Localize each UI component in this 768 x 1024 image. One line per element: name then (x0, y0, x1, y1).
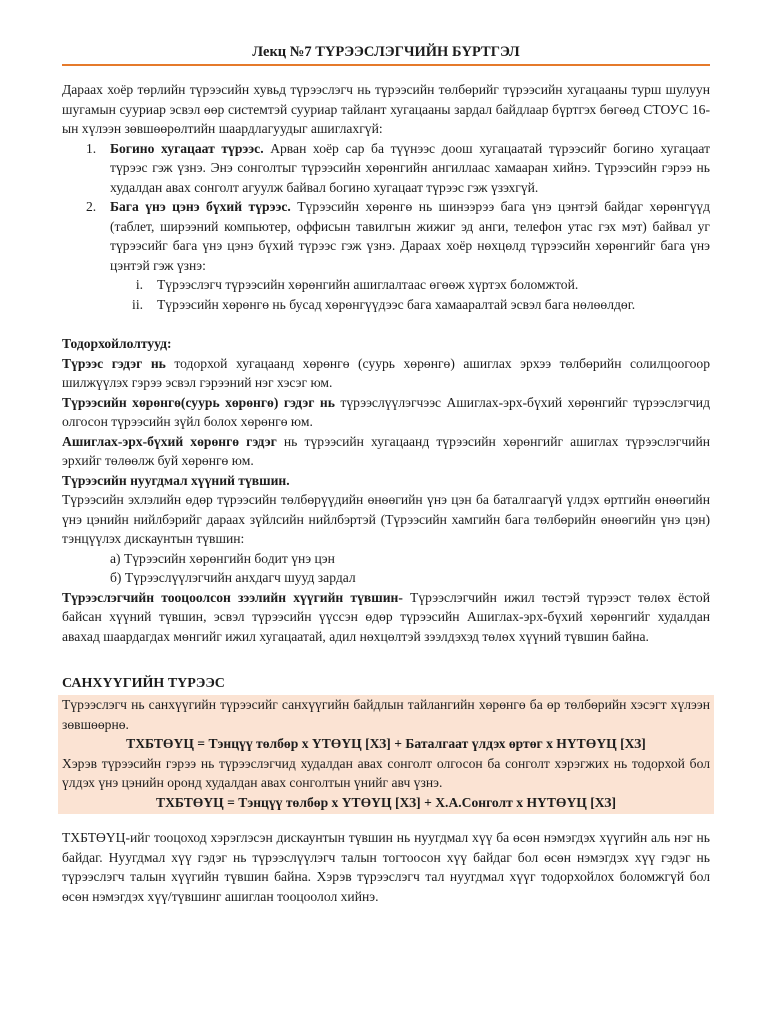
document-page (62, 0, 710, 906)
list-item-text: Арван хоёр сар ба түүнээс доош хугацаатай түрээсийг богино хугацаат түрээс гэж үзнэ. Энэ сонголтыг түрээсийн хөрөнгийн ангиллаас хамааран хийнэ. Түрээсийн гэрээ нь худалдан авах сонголт агуулж байвал богино хугацаат түрээс гэж үзэхгүй. (110, 140, 711, 195)
formula-2: ТХБТӨҮЦ = Тэнцүү төлбөр x ҮТӨҮЦ [ХЗ] + Х.А.Сонголт x НҮТӨҮЦ [ХЗ] (156, 794, 616, 810)
formula-1: ТХБТӨҮЦ = Тэнцүү төлбөр x ҮТӨҮЦ [ХЗ] + Баталгаат үлдэх өртөг x НҮТӨҮЦ [ХЗ] (126, 736, 646, 751)
roman-number: i. (135, 277, 143, 292)
condition-item (110, 295, 710, 315)
highlighted-block (58, 695, 714, 814)
page-title: Лекц №7 ТҮРЭЭСЛЭГЧИЙН БҮРТГЭЛ (252, 44, 520, 60)
list-item-heading: Бага үнэ цэнэ бүхий түрээс. (110, 199, 291, 214)
list-item-short-term (62, 139, 710, 198)
definitions-heading: Тодорхойлолтууд: (62, 336, 172, 351)
finance-text-2: Хэрэв түрээсийн гэрээ нь түрээслэгчид худалдан авах сонголт олгосон ба сонголт хэрэгжих нь тодорхой бол үлдэх үнэ цэнийн оронд худалдан авах сонголтын үнийг авч үзнэ. (62, 755, 710, 790)
list-number: 1. (86, 140, 97, 156)
discount-rate-paragraph: ТХБТӨҮЦ-ийг тооцоход хэрэглэсэн дискаунтын түвшин нь нуугдмал хүү ба өсөн нэмэгдэх хүүгийн аль нэг нь байдаг. Нуугдмал хүү гэдэг нь түрээслүүлэгч талын тогтоосон хүү байдаг бол өсөн нэмэгдэх хүү гэдэг нь түрээслэгч талын хүүгийн түвшин байна. Хэрэв түрээслэгч тал нуугдмал хүүг тодорхойлох боломжгүй бол өсөн нэмэгдэх хүү/түвшинг ашиглан тооцоолол хийнэ. (62, 830, 710, 904)
definition-incremental-rate: Түрээслэгчийн тооцоолсон зээлийн хүүгийн түвшин- Түрээслэгчийн ижил төстэй түрээст төлөх ёстой байсан хүүний түвшин, эсвэл түрээсийн үүссэн өдөр түрээсийн Ашиглах-эрх-бүхий хөрөнгийг худалдан авахад шаардагдах мөнгийг ижил хугацаатай, адил нөхцөлтэй зээлдэхэд төлөх хүүний түвшин байна. (62, 589, 710, 644)
title-divider (62, 64, 710, 66)
roman-number: ii. (132, 296, 143, 312)
intro-paragraph: Дараах хоёр төрлийн түрээсийн хувьд түрээслэгч нь түрээсийн төлбөрийг түрээсийн хугацааны турш шулуун шугамын сууриар эсвэл өөр системтэй сууриар тайлант хугацааны зардал байдлаар бүртгэх бөгөөд СТОУС 16-ын хүлээн зөвшөөрөлтийн шаардлагуудыг ашиглахгүй: (62, 82, 710, 136)
list-number: 2. (86, 199, 97, 214)
list-item-heading: Богино хугацаат түрээс. (110, 140, 264, 156)
condition-list (110, 275, 710, 314)
definition-implicit-rate-heading: Түрээсийн нуугдмал хүүний түвшин. (62, 472, 290, 488)
definition-underlying-asset: Түрээсийн хөрөнгө(суурь хөрөнгө) гэдэг нь түрээслүүлэгчээс Ашиглах-эрх-бүхий хөрөнгийг түрээслэгчид олгосон түрээсийн зүйл болох хөрөнгө юм. (62, 394, 710, 429)
definition-right-of-use: Ашиглах-эрх-бүхий хөрөнгө гэдэг нь түрээсийн хугацаанд түрээсийн хөрөнгийг ашиглах түрээслэгчийн эрхийг төлөөлж буй хөрөнгө юм. (62, 433, 710, 468)
alpha-item: а) Түрээсийн хөрөнгийн бодит үнэ цэн (110, 550, 335, 566)
definition-implicit-rate-text: Түрээсийн эхлэлийн өдөр түрээсийн төлбөрүүдийн өнөөгийн үнэ цэн ба баталгаагүй үлдэх өртгийн өнөөгийн үнэ цэнийн нийлбэрийг дараах зүйлсийн нийлбэртэй (Түрээсийн хамгийн бага төлбөрийн өнөөгийн үнэ цэн) тэнцүүлэх дискаунтын түвшин: (62, 492, 710, 546)
finance-text-1: Түрээслэгч нь санхүүгийн түрээсийг санхүүгийн байдлын тайлангийн хөрөнгө ба өр төлбөрийн хэсэгт хүлээн зөвшөөрнө. (62, 697, 710, 732)
condition-text: Түрээслэгч түрээсийн хөрөнгийн ашиглалтаас өгөөж хүртэх боломжтой. (157, 277, 579, 292)
definition-lease: Түрээс гэдэг нь тодорхой хугацаанд хөрөнгө (суурь хөрөнгө) ашиглах эрхээ төлбөрийн солилцоогоор шилжүүлэх гэрээ эсвэл гэрээний нэг хэсэг юм. (62, 355, 710, 390)
list-item-text: Түрээсийн хөрөнгө нь шинээрээ бага үнэ цэнтэй байдаг хөрөнгүүд (таблет, ширээний компьютер, оффисын тавилгын жижиг эд анги, телефон утас гэх мэт) байвал уг түрээсийг бага үнэ цэнэ бүхий түрээс гэж үзнэ. Дараах хоёр нөхцөлд түрээсийн хөрөнгийг бага үнэ цэнтэй гэж үзнэ: (110, 199, 710, 273)
exemption-list (62, 139, 710, 315)
list-item-low-value (62, 197, 710, 314)
finance-lease-heading: САНХҮҮГИЙН ТҮРЭЭС (62, 676, 225, 691)
condition-item (110, 275, 710, 295)
condition-text: Түрээсийн хөрөнгө нь бусад хөрөнгүүдээс бага хамааралтай эсвэл бага нөлөөлдөг. (157, 296, 636, 312)
alpha-item: б) Түрээслүүлэгчийн анхдагч шууд зардал (110, 570, 356, 585)
